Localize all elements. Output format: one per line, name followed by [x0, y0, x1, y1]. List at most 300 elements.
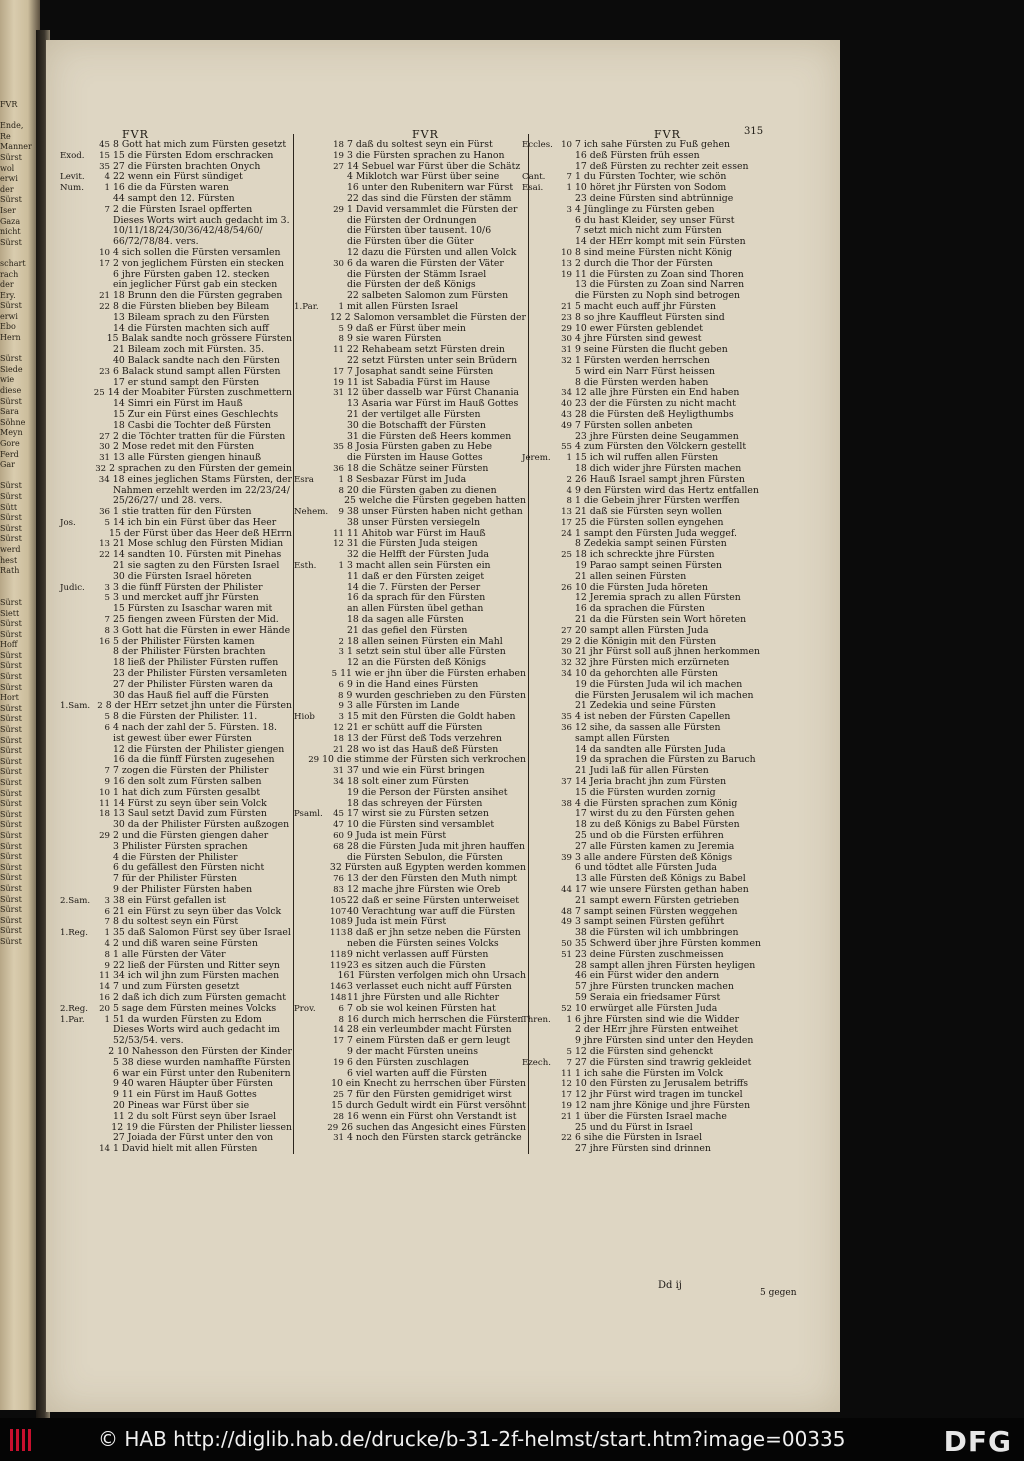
book-abbrev — [294, 680, 330, 691]
entry-text: 11 2 du solt Fürst seyn über Israel — [113, 1110, 277, 1122]
entry-text: die Fürsten Jerusalem wil ich machen — [575, 689, 754, 701]
chapter-number — [558, 842, 575, 853]
entry-text: 16 die da Fürsten waren — [113, 182, 229, 194]
book-abbrev — [294, 1101, 319, 1112]
book-abbrev — [294, 885, 330, 896]
book-abbrev — [522, 896, 558, 907]
entry-text: 23 der die Fürsten zu nicht macht — [575, 398, 736, 410]
entry-text: 10 die Fürsten sind versamblet — [347, 819, 495, 831]
book-abbrev — [60, 1058, 96, 1069]
entry-text: 8 der HErr setzet jhn unter die Fürsten — [105, 700, 292, 712]
entry-text: 8 Josia Fürsten gaben zu Hebe — [347, 441, 493, 453]
entry-text: 6 und tödtet alle Fürsten Juda — [575, 862, 717, 874]
book-abbrev: Prov. — [294, 1003, 316, 1014]
chapter-number — [96, 280, 113, 291]
entry-text: 10 die Fürsten Juda höreten — [575, 581, 708, 593]
entry-text: 18 Brunn den die Fürsten gegraben — [113, 290, 283, 302]
fragment-line: Sürst — [0, 396, 22, 406]
chapter-number — [558, 874, 575, 885]
entry-text: 11 die Fürsten zu Zoan sind Thoren — [575, 268, 744, 280]
book-abbrev — [522, 561, 558, 572]
entry-text: 19 Parao sampt seinen Fürsten — [575, 560, 723, 572]
column-header-1: FVR — [122, 128, 149, 141]
entry-text: 16 den solt zum Fürsten salben — [113, 776, 262, 788]
chapter-number — [318, 863, 330, 874]
chapter-number: 8 — [104, 949, 110, 960]
book-abbrev — [60, 280, 96, 291]
entry-text: 15 mit den Fürsten die Goldt haben — [347, 711, 516, 723]
entry-text: 38 unser Fürsten versiegeln — [347, 516, 481, 528]
fragment-line: erwi — [0, 311, 18, 321]
chapter-number — [558, 151, 575, 162]
entry-text: 7 Fürsten sollen anbeten — [575, 419, 693, 431]
fragment-line: Sürst — [0, 597, 22, 607]
page-number: 315 — [744, 126, 764, 137]
entry-text: 12 2 Salomon versamblet die Fürsten der — [329, 311, 526, 323]
index-entry — [294, 842, 526, 853]
chapter-number: 12 — [333, 723, 344, 734]
book-abbrev — [60, 604, 96, 615]
entry-text: 14 die 7. Fürsten der Perser — [347, 581, 481, 593]
chapter-number: 17 — [333, 1036, 344, 1047]
chapter-number: 55 — [561, 442, 572, 453]
fragment-line: Sürst — [0, 152, 22, 162]
book-abbrev — [294, 291, 330, 302]
fragment-line: FVR — [0, 100, 18, 109]
entry-text: 28 ein verleumbder macht Fürsten — [347, 1024, 512, 1036]
entry-text: 9 Juda ist mein Fürst — [347, 916, 447, 928]
chapter-number — [96, 399, 113, 410]
index-entry — [522, 950, 836, 961]
entry-text: 26 Hauß Israel sampt jhren Fürsten — [575, 473, 745, 485]
chapter-number — [558, 1025, 575, 1036]
chapter-number — [96, 874, 113, 885]
entry-text: 18 das schreyen der Fürsten — [347, 797, 483, 809]
chapter-number: 16 — [99, 992, 110, 1003]
entry-text: 13 der den Fürsten den Muth nimpt — [347, 873, 517, 885]
book-abbrev — [294, 907, 330, 918]
entry-text: 15 Balak sandte noch grössere Fürsten — [106, 333, 292, 345]
chapter-number — [318, 313, 330, 324]
book-abbrev — [522, 615, 558, 626]
book-abbrev — [294, 518, 330, 529]
entry-text: 13 die Fürsten zu Zoan sind Narren — [575, 279, 745, 291]
chapter-number: 1 — [338, 561, 344, 572]
chapter-number: 25 — [333, 1090, 344, 1101]
entry-text: 7 einem Fürsten daß er gern leugt — [347, 1035, 510, 1047]
entry-text: 25/26/27/ und 28. vers. — [113, 495, 223, 507]
fragment-line: Sürst — [0, 746, 22, 756]
entry-text: 4 noch den Fürsten starck geträncke — [347, 1132, 522, 1144]
entry-text: 7 ich sahe Fürsten zu Fuß gehen — [575, 139, 730, 150]
entry-text: 31 die Fürsten deß Heers kommen — [347, 430, 512, 442]
chapter-number: 105 — [330, 895, 347, 906]
index-entry — [522, 1058, 836, 1069]
book-abbrev — [294, 842, 330, 853]
book-abbrev — [60, 1112, 96, 1123]
book-abbrev — [60, 507, 96, 518]
chapter-number: 39 — [561, 852, 572, 863]
book-abbrev — [60, 658, 96, 669]
book-abbrev — [522, 669, 558, 680]
chapter-number: 49 — [561, 420, 572, 431]
entry-text: sampt allen Fürsten — [575, 732, 670, 744]
entry-text: 14 Simri ein Fürst im Hauß — [113, 398, 243, 410]
book-abbrev — [294, 539, 330, 550]
entry-text: 6 sihe die Fürsten in Israel — [575, 1132, 703, 1144]
index-entry — [294, 950, 526, 961]
chapter-number — [558, 971, 575, 982]
entry-text: 1 Fürsten werden herrschen — [575, 354, 710, 366]
chapter-number: 29 — [308, 755, 320, 766]
book-abbrev — [522, 1079, 558, 1090]
book-abbrev — [522, 637, 558, 648]
fragment-line: Siede — [0, 364, 23, 374]
book-abbrev — [522, 226, 558, 237]
chapter-number: 14 — [333, 1025, 344, 1036]
book-abbrev — [522, 928, 558, 939]
fragment-line: diese — [0, 386, 22, 396]
entry-text: 7 daß du soltest seyn ein Fürst — [347, 139, 493, 150]
entry-text: 9 daß er Fürst über mein — [347, 322, 466, 334]
entry-text: 3 Philister Fürsten sprachen — [113, 840, 248, 852]
book-abbrev — [60, 820, 96, 831]
chapter-number — [96, 237, 113, 248]
book-abbrev — [60, 647, 96, 658]
book-abbrev — [60, 907, 96, 918]
chapter-number — [330, 194, 347, 205]
entry-text: 38 die Fürsten wil ich umbbringen — [575, 927, 739, 939]
entry-text: 11 jhre Fürsten und alle Richter — [347, 991, 500, 1003]
index-entry — [60, 421, 292, 432]
book-abbrev — [294, 723, 330, 734]
entry-text: 14 Jeria bracht jhn zum Fürsten — [575, 776, 727, 788]
entry-text: 10 die stimme der Fürsten sich verkrochen — [322, 754, 526, 766]
entry-text: 16 wenn ein Fürst ohn Verstandt ist — [347, 1110, 517, 1122]
chapter-number: 13 — [561, 258, 572, 269]
chapter-number: 76 — [333, 874, 344, 885]
fragment-line: Ebo — [0, 322, 16, 332]
book-abbrev — [522, 280, 558, 291]
chapter-number: 1 — [104, 928, 110, 939]
chapter-number — [558, 928, 575, 939]
fragment-line: Sürst — [0, 756, 22, 766]
entry-text: 2 durch die Thor der Fürsten — [575, 257, 713, 269]
chapter-number — [558, 1036, 575, 1047]
column-header-2: FVR — [412, 128, 439, 141]
fragment-line: Sütt — [0, 502, 18, 512]
entry-text: 28 die Fürsten deß Heyligthumbs — [575, 408, 734, 420]
entry-text: 2 die Fürsten Israel opfferten — [113, 203, 253, 215]
book-abbrev — [294, 324, 330, 335]
fragment-line: Sürst — [0, 735, 22, 745]
chapter-number: 10 — [99, 787, 110, 798]
fragment-line: Sürst — [0, 883, 22, 893]
book-abbrev — [294, 669, 325, 680]
entry-text: 32 jhre Fürsten mich erzürneten — [575, 657, 730, 669]
book-abbrev — [294, 626, 330, 637]
entry-text: 9 der Philister Fürsten haben — [113, 883, 253, 895]
entry-text: 10 den Fürsten zu Jerusalem betriffs — [575, 1078, 749, 1090]
book-abbrev — [522, 874, 558, 885]
entry-text: 18 die Schätze seiner Fürsten — [347, 462, 489, 474]
chapter-number: 6 — [338, 679, 344, 690]
chapter-number — [96, 421, 113, 432]
book-abbrev — [294, 345, 330, 356]
chapter-number — [330, 939, 347, 950]
entry-text: 12 nam jhre Könige und jhre Fürsten — [575, 1099, 751, 1111]
chapter-number: 27 — [333, 161, 344, 172]
chapter-number: 36 — [333, 463, 344, 474]
entry-text: 21 daß sie Fürsten seyn wollen — [575, 506, 722, 518]
book-abbrev — [522, 809, 558, 820]
entry-text: 8 Sesbazar Fürst im Juda — [347, 473, 467, 485]
book-abbrev — [60, 442, 96, 453]
chapter-number — [330, 421, 347, 432]
chapter-number: 13 — [99, 539, 110, 550]
chapter-number: 19 — [333, 150, 344, 161]
book-abbrev — [60, 356, 96, 367]
entry-text: 2 10 Nahesson den Fürsten der Kinder — [108, 1045, 292, 1057]
book-abbrev — [294, 1090, 330, 1101]
book-abbrev — [294, 216, 330, 227]
chapter-number: 43 — [561, 409, 572, 420]
chapter-number: 32 — [561, 355, 572, 366]
chapter-number: 49 — [561, 917, 572, 928]
book-abbrev — [522, 939, 558, 950]
fragment-line: Ferd — [0, 449, 19, 459]
chapter-number — [558, 896, 575, 907]
chapter-number — [93, 529, 109, 540]
book-abbrev — [60, 259, 96, 270]
book-abbrev — [522, 604, 558, 615]
chapter-number: 34 — [333, 777, 344, 788]
index-entry — [294, 475, 526, 486]
entry-text: 5 sage dem Fürsten meines Volcks — [113, 1002, 277, 1014]
book-abbrev — [294, 788, 330, 799]
chapter-number — [330, 518, 347, 529]
entry-text: 2 Mose redet mit den Fürsten — [113, 441, 255, 453]
fragment-line: Sürst — [0, 852, 22, 862]
chapter-number: 8 — [104, 625, 110, 636]
chapter-number — [95, 1123, 112, 1134]
copyright-url[interactable]: © HAB http://diglib.hab.de/drucke/b-31-2f-helmst/start.htm?image=00335 — [98, 1427, 846, 1451]
chapter-number: 10 — [561, 140, 572, 150]
index-column-1 — [60, 140, 292, 1156]
entry-text: 12 jhr Fürst wird tragen im tunckel — [575, 1089, 743, 1101]
book-abbrev — [522, 853, 558, 864]
chapter-number — [558, 432, 575, 443]
book-abbrev — [60, 982, 96, 993]
book-abbrev: Cant. — [522, 172, 546, 183]
index-entry — [60, 205, 292, 216]
book-abbrev — [60, 680, 96, 691]
chapter-number: 30 — [561, 334, 572, 345]
chapter-number: 118 — [330, 949, 347, 960]
chapter-number — [558, 291, 575, 302]
entry-text: 18 ließ der Philister Fürsten ruffen — [113, 657, 279, 669]
chapter-number: 5 — [104, 712, 110, 723]
chapter-number — [558, 734, 575, 745]
book-abbrev — [294, 831, 330, 842]
chapter-number — [96, 572, 113, 583]
entry-text: 2 die Königin mit den Fürsten — [575, 635, 717, 647]
entry-text: 9 wurden geschrieben zu den Fürsten — [346, 689, 526, 701]
entry-text: Nahmen erzehlt werden im 22/23/24/ — [113, 484, 290, 496]
entry-text: 13 alle Fürsten deß Königs zu Babel — [575, 873, 746, 885]
index-entry — [522, 259, 836, 270]
book-abbrev — [294, 1123, 326, 1134]
chapter-number — [319, 1079, 332, 1090]
entry-text: 18 ich schreckte jhre Fürsten — [575, 549, 715, 561]
book-abbrev — [60, 388, 92, 399]
entry-text: 18 eines jeglichen Stams Fürsten, der — [112, 473, 292, 485]
chapter-number: 9 — [338, 701, 344, 712]
book-abbrev — [522, 486, 558, 497]
chapter-number: 34 — [561, 669, 572, 680]
entry-text: 13 Saul setzt David zum Fürsten — [113, 808, 267, 820]
book-abbrev — [522, 1004, 558, 1015]
fragment-line: wie — [0, 375, 15, 385]
entry-text: 4 zum Fürsten den Völckern gestellt — [575, 441, 747, 453]
book-abbrev — [522, 723, 558, 734]
book-abbrev — [522, 745, 558, 756]
entry-text: 27 Joiada der Fürst unter den von — [113, 1132, 274, 1144]
chapter-number: 5 — [338, 323, 344, 334]
chapter-number: 8 — [338, 334, 344, 345]
entry-text: 2 die Töchter tratten für die Fürsten — [113, 430, 286, 442]
entry-text: 25 und ob die Fürsten erführen — [575, 830, 724, 841]
chapter-number — [558, 237, 575, 248]
entry-text: 10/11/18/24/30/36/42/48/54/60/ — [113, 225, 263, 237]
chapter-number: 4 — [566, 485, 572, 496]
book-abbrev — [294, 270, 330, 281]
fragment-line: Rath — [0, 566, 20, 576]
book-abbrev — [60, 777, 96, 788]
entry-text: 6 jhre Fürsten sind wie die Widder — [575, 1013, 740, 1025]
index-entry — [60, 734, 292, 745]
entry-text: 30 die Fürsten Israel höreten — [113, 570, 252, 582]
entry-text: 8 Zedekia sampt seinen Fürsten — [575, 538, 727, 550]
entry-text: 51 da wurden Fürsten zu Edom — [113, 1013, 262, 1025]
index-entry — [60, 788, 292, 799]
entry-text: 21 er schütt auff die Fürsten — [347, 722, 483, 734]
chapter-number: 11 — [333, 345, 344, 356]
entry-text: 8 die Fürsten der Philister. 11. — [113, 711, 258, 723]
entry-text: 4 sich sollen die Fürsten versamlen — [113, 246, 281, 258]
book-abbrev — [60, 226, 96, 237]
book-abbrev — [60, 539, 96, 550]
entry-text: 3 alle Fürsten im Lande — [347, 700, 460, 712]
fragment-line: Sürst — [0, 354, 22, 364]
entry-text: 18 allen seinen Fürsten ein Mahl — [347, 635, 503, 647]
chapter-number: 29 — [327, 1122, 339, 1133]
fragment-line — [0, 344, 36, 355]
chapter-number: 7 — [104, 615, 110, 626]
entry-text: 23 deine Fürsten sind abtrünnige — [575, 192, 734, 204]
chapter-number: 15 — [99, 150, 110, 161]
book-abbrev — [294, 486, 330, 497]
chapter-number: 12 — [561, 1079, 572, 1090]
book-abbrev — [522, 399, 558, 410]
chapter-number — [330, 550, 347, 561]
chapter-number — [96, 885, 113, 896]
book-abbrev — [522, 1036, 558, 1047]
entry-text: 6 den Fürsten zuschlagen — [347, 1056, 469, 1068]
chapter-number: 17 — [333, 366, 344, 377]
chapter-number: 1 — [338, 474, 344, 485]
chapter-number: 21 — [333, 744, 344, 755]
book-abbrev — [522, 539, 558, 550]
chapter-number — [330, 572, 347, 583]
fragment-line: Sürst — [0, 661, 22, 671]
fragment-line: Hern — [0, 333, 21, 343]
dfg-logo: DFG — [943, 1425, 1012, 1458]
book-abbrev: Judic. — [60, 582, 85, 593]
chapter-number: 14 — [99, 1144, 110, 1155]
book-abbrev — [294, 151, 330, 162]
entry-text: 8 daß er jhn setze neben die Fürsten — [347, 927, 521, 939]
book-abbrev — [60, 691, 96, 702]
chapter-number: 7 — [104, 766, 110, 777]
entry-text: 1 David hielt mit allen Fürsten — [113, 1143, 258, 1155]
entry-text: 3 macht allen sein Fürsten ein — [347, 560, 491, 572]
chapter-number — [96, 1058, 113, 1069]
chapter-number — [558, 745, 575, 756]
entry-text: 19 da sprachen die Fürsten zu Baruch — [575, 754, 756, 766]
book-abbrev — [294, 432, 330, 443]
entry-text: 25 und du Fürst in Israel — [575, 1121, 693, 1133]
fragment-line: Sürst — [0, 767, 22, 777]
chapter-number — [96, 410, 113, 421]
fragment-line: Re — [0, 131, 11, 141]
book-abbrev — [522, 917, 558, 928]
entry-text: 9 jhre Fürsten sind unter den Heyden — [575, 1035, 754, 1047]
book-abbrev — [522, 313, 558, 324]
book-abbrev — [294, 755, 308, 766]
index-entry — [294, 1112, 526, 1123]
fragment-line — [0, 577, 36, 588]
book-abbrev — [522, 518, 558, 529]
entry-text: 12 19 die Fürsten der Philister liessen — [111, 1121, 292, 1133]
chapter-number — [558, 378, 575, 389]
entry-text: 9 Juda ist mein Fürst — [347, 830, 447, 841]
entry-text: 21 Mose schlug den Fürsten Midian — [113, 538, 284, 550]
fragment-line: Sürst — [0, 873, 22, 883]
entry-text: 21 da die Fürsten sein Wort höreten — [575, 614, 747, 626]
entry-text: 12 über dasselb war Fürst Chanania — [347, 387, 519, 399]
book-abbrev — [60, 593, 96, 604]
chapter-number — [96, 356, 113, 367]
book-abbrev — [522, 572, 558, 583]
entry-text: 3 und mercket auff jhr Fürsten — [113, 592, 259, 604]
entry-text: 18 dich wider jhre Fürsten machen — [575, 462, 742, 474]
book-abbrev — [522, 961, 558, 972]
book-abbrev — [60, 626, 96, 637]
index-entry — [522, 151, 836, 162]
book-abbrev — [294, 421, 330, 432]
book-abbrev — [294, 367, 330, 378]
entry-text: 4 nach der zahl der 5. Fürsten. 18. — [113, 722, 278, 734]
chapter-number — [558, 539, 575, 550]
book-abbrev — [60, 734, 96, 745]
chapter-number: 27 — [99, 431, 110, 442]
entry-text: die Fürsten zu Noph sind betrogen — [575, 290, 740, 302]
fragment-line — [0, 471, 36, 482]
entry-text: 18 da sagen alle Fürsten — [347, 614, 464, 626]
book-abbrev: Thren. — [522, 1014, 551, 1025]
chapter-number: 83 — [333, 884, 344, 895]
